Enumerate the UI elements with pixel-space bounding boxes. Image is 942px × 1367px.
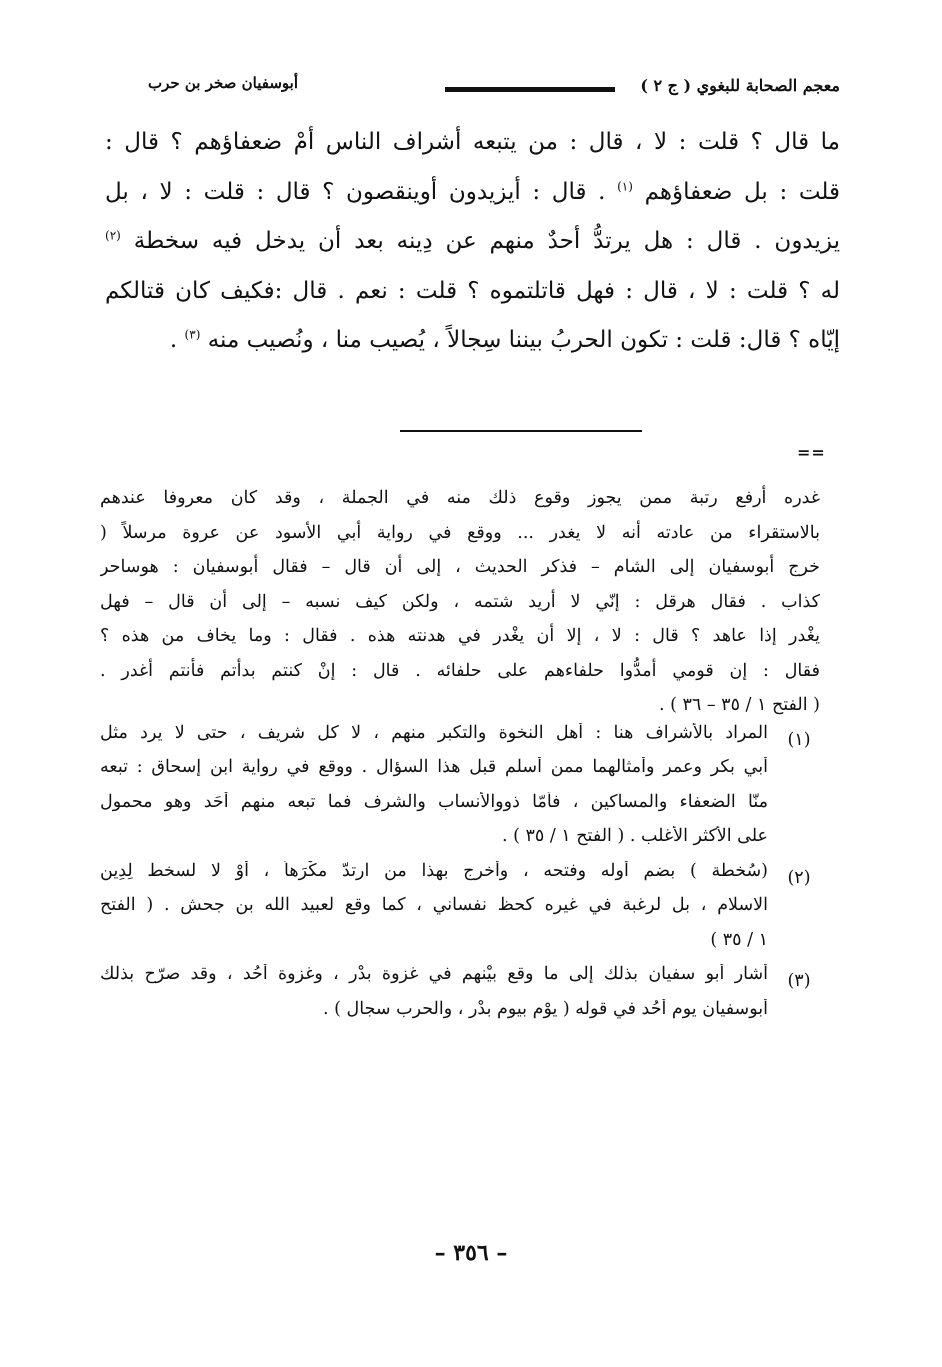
header-rule — [445, 87, 615, 92]
main-line-3 — [105, 217, 840, 267]
footnote-continued-line: ( الفتح ١ / ٣٥ – ٣٦ ) . — [658, 695, 820, 715]
footnote-continued-line: كذاب . فقال هرقل : إنّي لا أريد شتمه ، ولكن كيف نسبه – إلى أن قال – فهل — [100, 591, 820, 612]
footnote-line: أبي بكر وعمر وأمثالهما ممن أسلم قبل هذا السؤال . ووقع في رواية ابن إسحاق : تبعه — [100, 757, 768, 777]
footnote-continued — [100, 481, 820, 723]
footnote-line: (سُخطة ) بضم أوله وفتحه ، وأخرج بهذا من ارتدّ مكْرَهاً ، أوْ لا لسخط لِدِين — [100, 860, 768, 881]
footnote-continued-line: فقال : إن قومي أمدُّوا حلفاءهم على حلفائه . قال : إنْ كنتم بدأتم فأنتم أغدر . — [100, 660, 820, 681]
continuation-mark: == — [797, 443, 826, 462]
footnote-line: على الأكثر الأغلب . ( الفتح ١ / ٣٥ ) . — [501, 826, 768, 846]
footnotes — [100, 481, 820, 1033]
main-line-4: له ؟ قلت : لا ، قال : فهل قاتلتموه ؟ قلت : نعم . قال :فكيف كان قتالكم — [105, 277, 840, 304]
footnote-line: منّا الضعفاء والمساكين ، فأمّا ذووالأنساب والشرف فما تبعه منهم أحَد وهو محمول — [100, 791, 768, 812]
page-number: – ٣٥٦ – — [434, 1240, 508, 1266]
header-subject: أبوسفيان صخر بن حرب — [148, 74, 298, 92]
footnote-line: أشار أبو سفيان بذلك إلى ما وقع بيْنهم في غزوة بدْر ، وغزوة أُحُد ، وقد صرّح بذلك — [100, 964, 768, 984]
footnote-line: المراد بالأشراف هنا : أهل النخوة والتكبر منهم ، لا كل شريف ، حتى لا يرد مثل — [100, 722, 768, 743]
footnote-1 — [100, 723, 820, 861]
footnote-continued-line: بالاستقراء من عادته أنه لا يغدر ... ووقع في رواية أبي الأسود عن عروة مرسلاً ( — [100, 522, 820, 543]
footnote-number: (١) — [787, 729, 811, 750]
footnote-number: (٣) — [787, 971, 811, 991]
main-line-5-text: إيّاه ؟ قال: قلت : تكون الحربُ بيننا سِجالاً ، يُصيب منا ، ونُصيب منه — [207, 327, 840, 353]
footnote-continued-line: غدره أرفع رتبة ممن يجوز وقوع ذلك منه في الجملة ، وقد كان معروفا عندهم — [100, 488, 820, 508]
main-line-2 — [105, 168, 840, 218]
footnote-line: أبوسفيان يوم أُحُد في قوله ( يوْم بيوم بدْر ، والحرب سجال ) . — [323, 998, 768, 1019]
footnote-continued-line: خرج أبوسفيان إلى الشام – فذكر الحديث ، إلى أن قال – فقال أبوسفيان : هوساحر — [100, 557, 820, 577]
footnote-continued-line: يغْدر إذا عاهد ؟ قال : لا ، إلا أن يغْدر في هدنته هذه . فقال : وما يخاف من هذه ؟ — [100, 626, 820, 646]
footnote-ref-1: (١) — [617, 178, 633, 193]
footnote-separator — [400, 430, 642, 432]
header-book-title: معجم الصحابة للبغوي ( ج ٢ ) — [640, 76, 840, 95]
footnote-line: الاسلام ، بل لرغبة في غيره كحظ نفساني ، كما وقع لعبيد الله بن جحش . ( الفتح — [100, 895, 768, 915]
main-text — [105, 118, 840, 366]
footnote-3 — [100, 964, 820, 1033]
main-line-5-period: . — [169, 327, 178, 353]
footnote-line: ١ / ٣٥ ) — [710, 929, 768, 950]
footnote-ref-3: (٣) — [184, 327, 201, 342]
footnote-ref-2: (٢) — [105, 228, 121, 243]
footnote-2 — [100, 861, 820, 965]
footnote-number: (٢) — [787, 867, 811, 888]
main-line-5 — [105, 316, 840, 366]
main-line-1: ما قال ؟ قلت : لا ، قال : من يتبعه أشراف الناس أمْ ضعفاؤهم ؟ قال : — [105, 129, 840, 155]
main-line-2a: قلت : بل ضعفاؤهم — [644, 178, 840, 205]
main-line-3-text: يزيدون . قال : هل يرتدُّ أحدٌ منهم عن دِينه بعد أن يدخل فيه سخطة — [133, 228, 840, 254]
main-line-2b: . قال : أيزيدون أوينقصون ؟ قال : قلت : لا ، بل — [105, 178, 606, 205]
running-header — [120, 76, 840, 106]
